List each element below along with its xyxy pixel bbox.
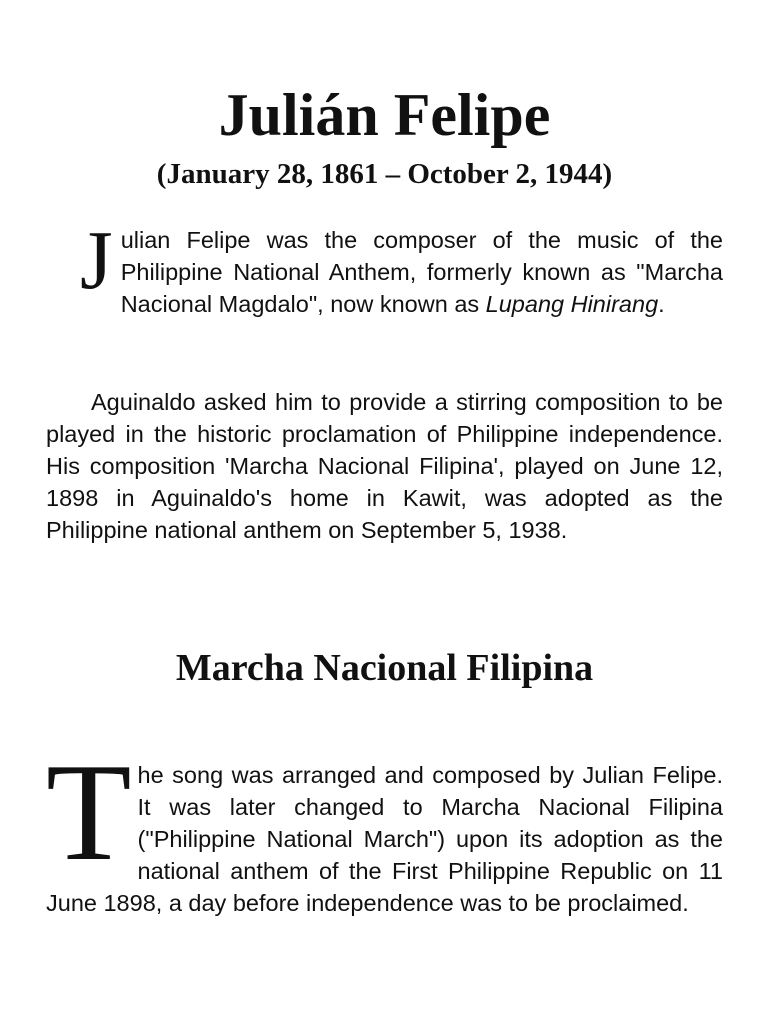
intro-text: ulian Felipe was the composer of the music of the Philippine National Anthem, formerly known as "Marcha Nacional Magdalo", now known as <box>120 227 723 317</box>
dropcap-t: T <box>46 735 132 890</box>
intro-paragraph <box>46 214 723 320</box>
life-dates: (January 28, 1861 – October 2, 1944) <box>156 158 613 190</box>
section-heading: Marcha Nacional Filipina <box>175 647 594 689</box>
intro-text-end: . <box>658 291 665 317</box>
section-paragraph <box>46 735 723 919</box>
section-text: he song was arranged and composed by Julian Felipe. It was later changed to Marcha Nacional Filipina ("Philippine National March") upon its adoption as the national anthem of the First Philippine Republic on 11 June 1898, a day before independence was to be proclaimed. <box>46 762 723 916</box>
dropcap-j: J <box>80 214 113 307</box>
anthem-name: Lupang Hinirang <box>485 291 659 317</box>
page-title: Julián Felipe <box>218 82 551 148</box>
history-paragraph: Aguinaldo asked him to provide a stirring composition to be played in the historic proclamation of Philippine independence. His composition 'Marcha Nacional Filipina', played on June 12, 1898 in Aguinaldo's home in Kawit, was adopted as the Philippine national anthem on September 5, 1938. <box>46 389 723 543</box>
